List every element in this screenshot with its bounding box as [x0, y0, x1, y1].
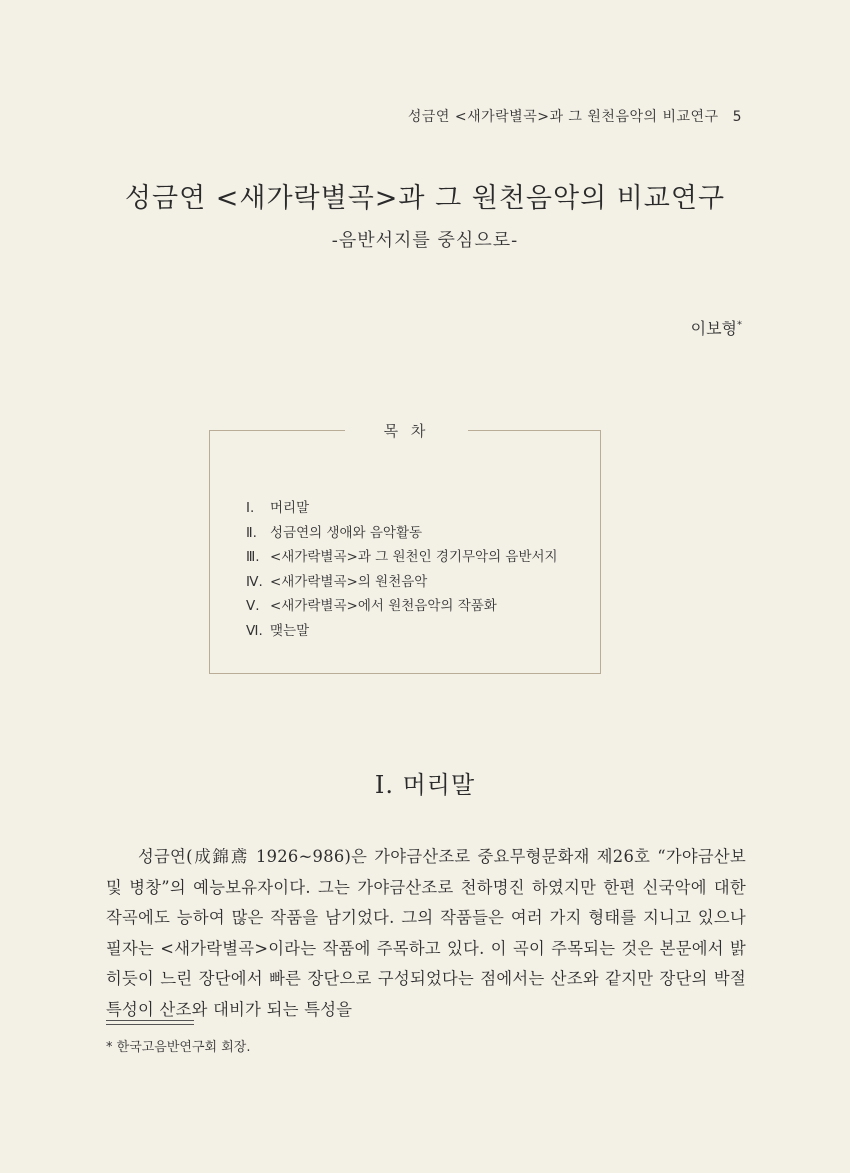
toc-item-number: Ⅰ. [246, 500, 255, 516]
toc-item [246, 545, 558, 570]
running-head-title: 성금연 <새가락별곡>과 그 원천음악의 비교연구 [407, 109, 719, 125]
toc-item-label: 맺는말 [270, 622, 310, 639]
author-name: 이보형 [690, 319, 737, 338]
toc-item-label: 머리말 [270, 500, 310, 516]
section-heading: Ⅰ. 머리말 [374, 771, 476, 799]
toc-item-number: Ⅵ. [246, 622, 263, 639]
body-paragraph: 성금연(成錦鳶 1926~986)은 가야금산조로 중요무형문화재 제26호 “가야금산보 및 병창”의 예능보유자이다. 그는 가야금산조로 천하명진 하였지만 한편 신국악에 대한 작곡에도 능하여 많은 작품을 남기었다. 그의 작품들은 여러 가지 형태를 지니고 있으나 필자는 <새가락별곡>이라는 작품에 주목하고 있다. 이 곡이 주목되는 것은 본문에서 밝히듯이 느린 장단에서 빠른 장단으로 구성되었다는 점에서는 산조와 같지만 장단의 박절 특성이 산조와 대비가 되는 특성을 [106, 847, 746, 1019]
toc-item [246, 594, 558, 619]
author [691, 316, 742, 339]
author-footnote-mark: * [737, 319, 742, 331]
toc-item-label: <새가락별곡>에서 원천음악의 작품화 [270, 598, 497, 614]
article-title: 성금연 <새가락별곡>과 그 원천음악의 비교연구 [124, 183, 726, 214]
article-subtitle: -음반서지를 중심으로- [331, 230, 519, 251]
toc-item-label: <새가락별곡>과 그 원천인 경기무악의 음반서지 [270, 549, 558, 565]
toc-item-label: <새가락별곡>의 원천음악 [270, 573, 428, 590]
toc-item-number: Ⅲ. [246, 549, 260, 565]
toc-title: 목 차 [383, 422, 430, 440]
footnote-rule [106, 1024, 194, 1025]
footnote: * 한국고음반연구회 회장. [106, 1040, 251, 1055]
footnote-rule [106, 1020, 194, 1021]
page-number: 5 [732, 109, 742, 125]
running-head [408, 106, 742, 126]
toc-list [246, 496, 558, 643]
toc-item [246, 570, 558, 595]
toc-item [246, 496, 558, 521]
toc-item-number: Ⅳ. [246, 573, 263, 590]
toc-item-label: 성금연의 생애와 음악활동 [270, 524, 423, 541]
toc-item-number: Ⅱ. [246, 524, 257, 541]
toc-item-number: Ⅴ. [246, 598, 260, 614]
toc-item [246, 619, 558, 644]
toc-item [246, 521, 558, 546]
